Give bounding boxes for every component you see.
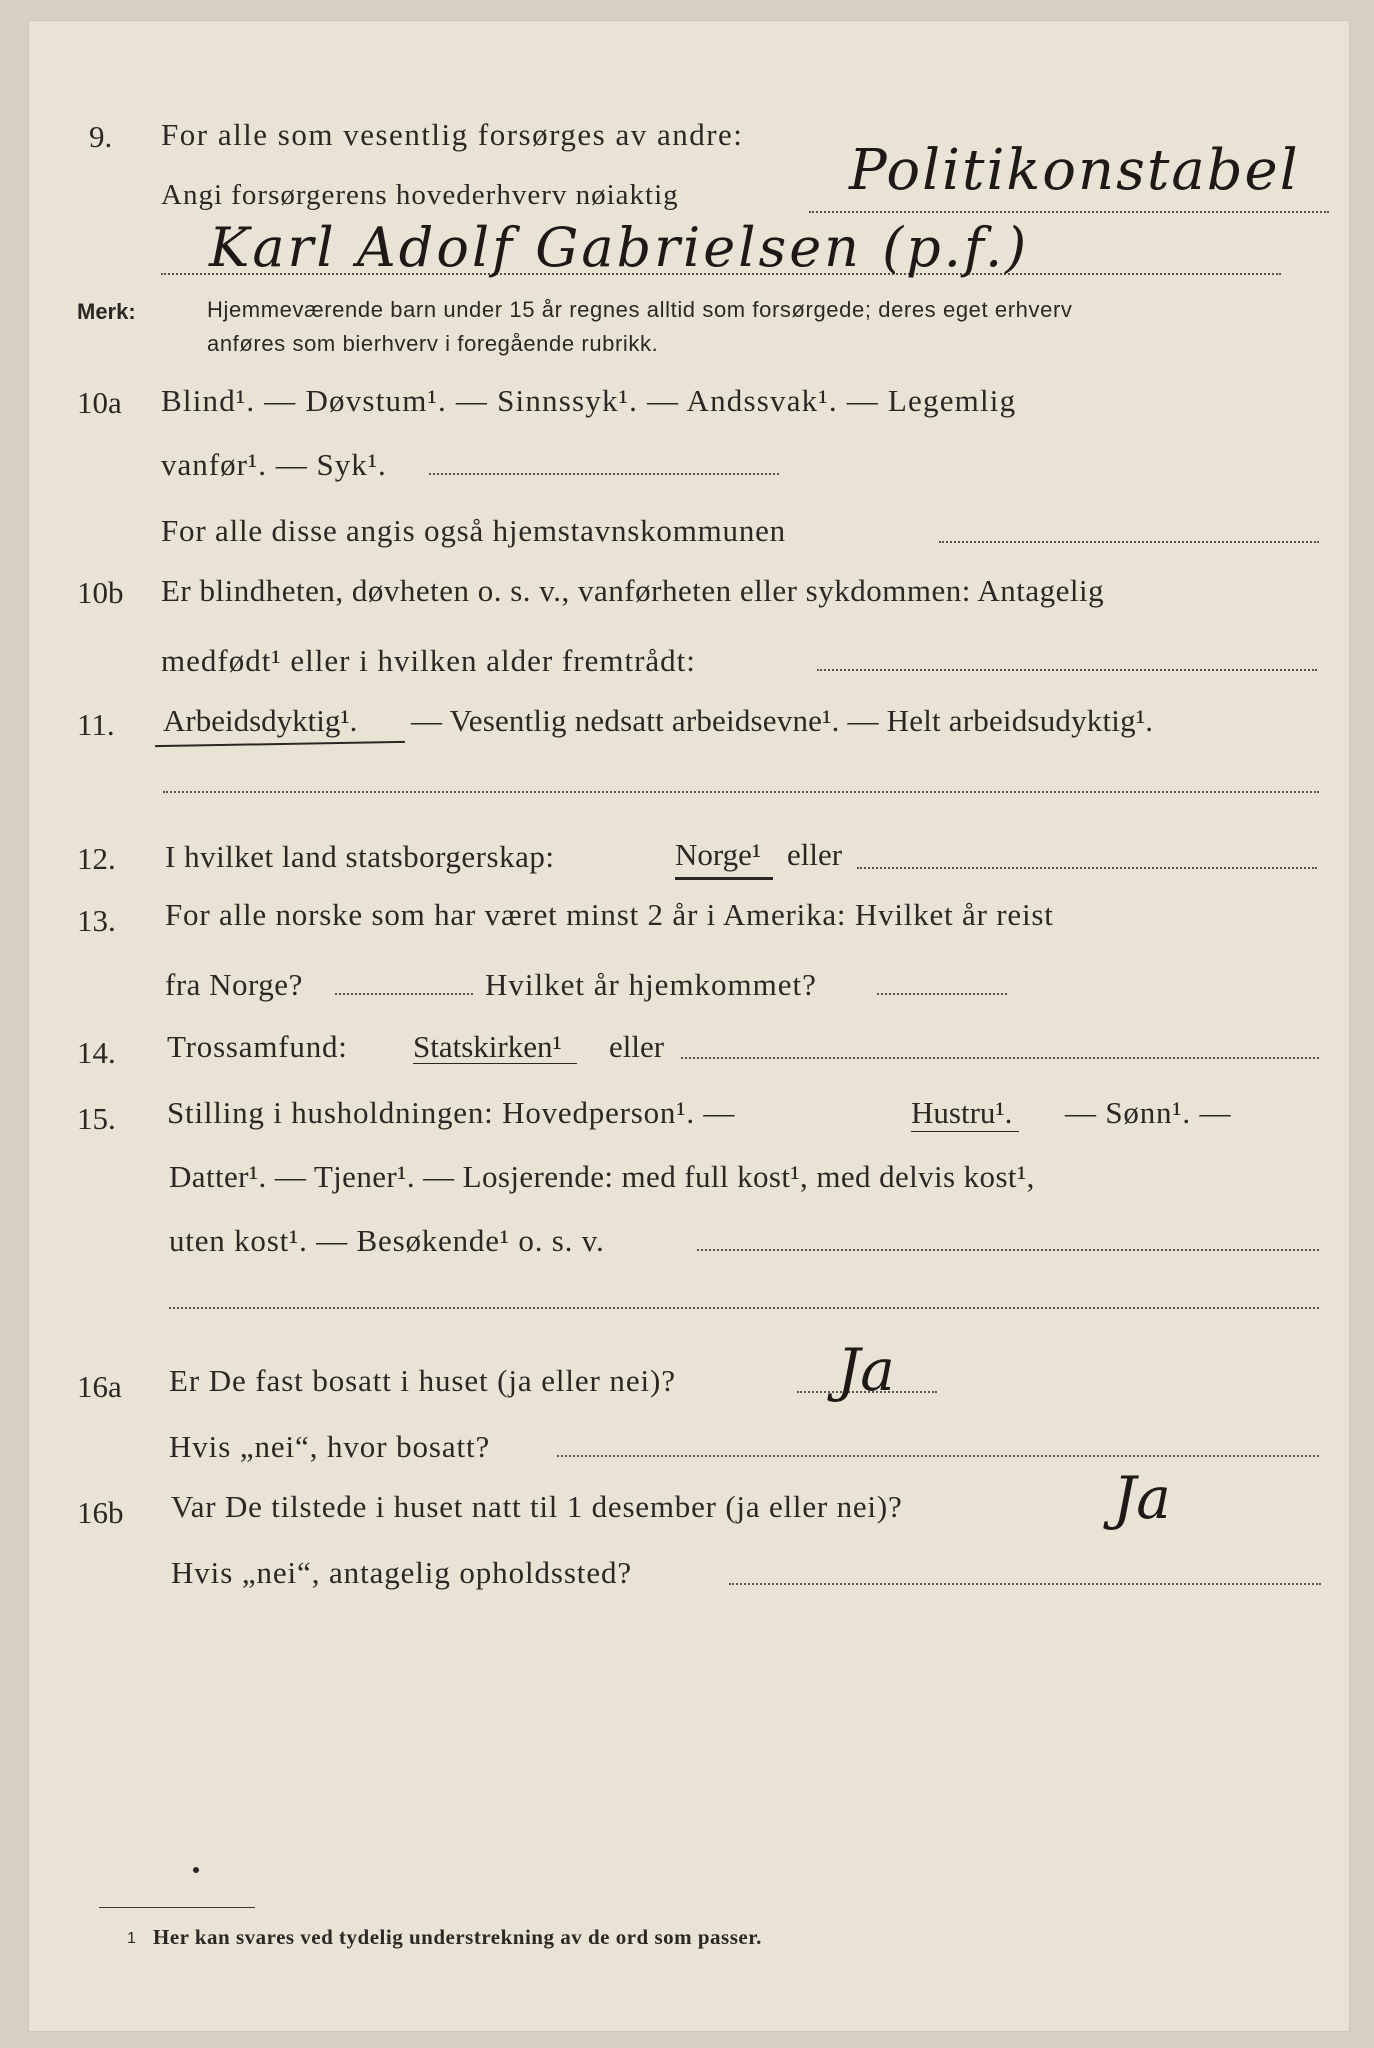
q10a-number: 10a <box>77 385 122 420</box>
q11-number: 11. <box>77 707 115 742</box>
q14-suffix: eller <box>609 1029 665 1064</box>
q14-underline <box>413 1063 577 1064</box>
q9-handwritten-name: Karl Adolf Gabrielsen (p.f.) <box>209 216 1030 279</box>
q10b-line1: Er blindheten, døvheten o. s. v., vanførheten eller sykdommen: Antagelig <box>161 573 1105 608</box>
q16a-line2: Hvis „nei“, hvor bosatt? <box>169 1429 491 1464</box>
q10a-kommune-line <box>939 541 1319 543</box>
q11-answer-line <box>163 791 1319 793</box>
q15-opt-hustru: Hustru¹. <box>911 1095 1013 1130</box>
q16a-where-line <box>557 1455 1319 1457</box>
q16a-handwritten-answer: Ja <box>837 1336 895 1404</box>
q11-rest: — Vesentlig nedsatt arbeidsevne¹. — Helt arbeidsudyktig¹. <box>411 703 1154 738</box>
q10b-line2: medfødt¹ eller i hvilken alder fremtrådt: <box>161 643 696 678</box>
q12-suffix: eller <box>787 837 843 872</box>
merk-line2: anføres som bierhverv i foregående rubrikk. <box>207 331 659 356</box>
q12-underline-mark <box>675 877 773 880</box>
q12-number: 12. <box>77 841 116 876</box>
q14-faith-line <box>681 1057 1319 1059</box>
q15-line1b: — Sønn¹. — <box>1065 1095 1232 1130</box>
q14-opt-statskirken: Statskirken¹ <box>413 1029 562 1064</box>
q16b-place-line <box>729 1583 1321 1585</box>
q14-prefix: Trossamfund: <box>167 1029 348 1064</box>
q15-line2: Datter¹. — Tjener¹. — Losjerende: med full kost¹, med delvis kost¹, <box>169 1159 1035 1194</box>
q11-underline-mark <box>155 741 405 747</box>
q13-line2a: fra Norge? <box>165 967 303 1002</box>
q15-extra-line <box>169 1307 1319 1309</box>
footnote-text: Her kan svares ved tydelig understrekning av de ord som passer. <box>153 1925 762 1949</box>
q16b-line2: Hvis „nei“, antagelig opholdssted? <box>171 1555 633 1590</box>
q15-line3-fill <box>697 1249 1319 1251</box>
footnote-marker: 1 <box>127 1930 136 1947</box>
q13-hjem-line <box>877 993 1007 995</box>
census-form-page <box>28 20 1350 2032</box>
q16a-line1: Er De fast bosatt i huset (ja eller nei)? <box>169 1363 676 1398</box>
merk-line1: Hjemmeværende barn under 15 år regnes alltid som forsørgede; deres eget erhverv <box>207 297 1073 322</box>
q10a-line3: For alle disse angis også hjemstavnskommunen <box>161 513 786 548</box>
q16b-line1: Var De tilstede i huset natt til 1 desember (ja eller nei)? <box>171 1489 903 1524</box>
q16a-number: 16a <box>77 1369 122 1404</box>
q13-number: 13. <box>77 903 116 938</box>
q16b-handwritten-answer: Ja <box>1113 1464 1171 1532</box>
ink-dot <box>193 1867 199 1873</box>
q9-occupation-line <box>809 211 1329 213</box>
q13-reist-line <box>335 993 473 995</box>
q16b-number: 16b <box>77 1495 124 1530</box>
q11-opt-arbeidsdyktig: Arbeidsdyktig¹. <box>163 703 358 738</box>
q10a-syk-line <box>429 473 779 475</box>
q14-number: 14. <box>77 1035 116 1070</box>
q9-handwritten-occupation: Politikonstabel <box>849 138 1300 203</box>
q10b-number: 10b <box>77 575 124 610</box>
q12-prefix: I hvilket land statsborgerskap: <box>165 839 555 874</box>
q15-line3: uten kost¹. — Besøkende¹ o. s. v. <box>169 1223 605 1258</box>
q10a-line2: vanfør¹. — Syk¹. <box>161 447 387 482</box>
q12-opt-norge: Norge¹ <box>675 837 762 872</box>
q12-country-line <box>857 867 1317 869</box>
q10b-age-line <box>817 669 1317 671</box>
q9-line2: Angi forsørgerens hovederhverv nøiaktig <box>161 179 679 211</box>
q9-line1: For alle som vesentlig forsørges av andre: <box>161 117 744 152</box>
q13-line1: For alle norske som har været minst 2 år i Amerika: Hvilket år reist <box>165 897 1054 932</box>
q9-number: 9. <box>89 119 113 154</box>
q15-underline <box>911 1131 1019 1132</box>
q15-line1a: Stilling i husholdningen: Hovedperson¹. — <box>167 1095 736 1130</box>
q13-line2b: Hvilket år hjemkommet? <box>485 967 817 1002</box>
q10a-line1: Blind¹. — Døvstum¹. — Sinnssyk¹. — Andssvak¹. — Legemlig <box>161 383 1017 418</box>
footnote-rule <box>99 1907 255 1908</box>
q15-number: 15. <box>77 1101 116 1136</box>
merk-label: Merk: <box>77 299 136 324</box>
